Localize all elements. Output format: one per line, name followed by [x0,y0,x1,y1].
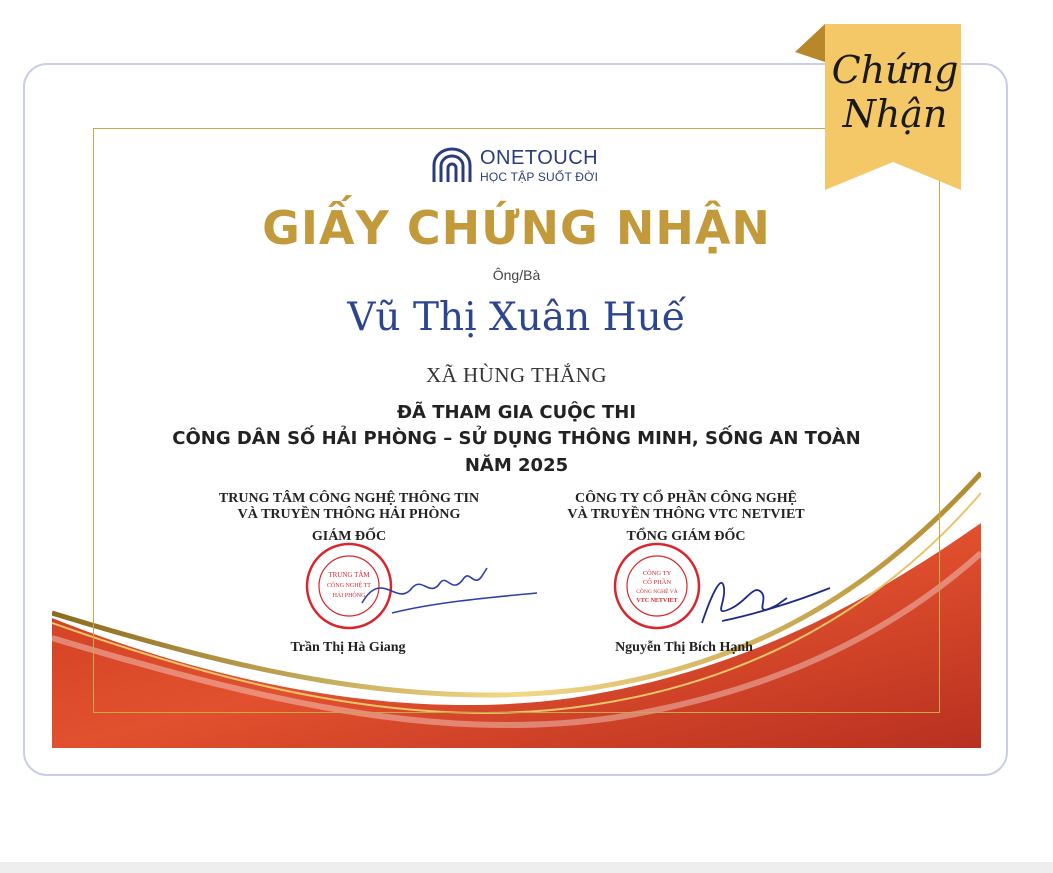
left-signature [352,548,542,628]
ribbon-line1: Chứng [831,48,959,92]
bottom-strip [0,862,1053,873]
right-signatory-block [521,491,851,545]
svg-text:CÔNG NGHỆ VÀ: CÔNG NGHỆ VÀ [636,589,678,595]
participation-statement: ĐÃ THAM GIA CUỘC THI [396,402,637,423]
ribbon-line2: Nhận [842,92,948,136]
contest-year: NĂM 2025 [464,455,569,476]
right-org-line1: CÔNG TY CỔ PHẦN CÔNG NGHỆ [574,491,798,506]
certificate-title: GIẤY CHỨNG NHẬN [262,201,771,255]
left-org-line2: VÀ TRUYỀN THÔNG HẢI PHÒNG [237,507,461,522]
left-org-line1: TRUNG TÂM CÔNG NGHỆ THÔNG TIN [218,491,480,506]
svg-text:VTC NETVIET: VTC NETVIET [636,598,678,604]
svg-text:TRUNG TÂM: TRUNG TÂM [328,571,370,579]
svg-text:CÔNG TY: CÔNG TY [642,570,672,577]
salutation: Ông/Bà [492,267,541,283]
onetouch-logo [430,145,598,185]
logo-name: ONETOUCH [480,146,599,169]
right-signature [682,563,832,633]
svg-text:CÔNG NGHỆ TT: CÔNG NGHỆ TT [327,583,371,589]
logo-tagline: HỌC TẬP SUỐT ĐỜI [480,169,599,184]
recipient-name: Vũ Thị Xuân Huế [347,295,686,340]
recipient-locality: XÃ HÙNG THẮNG [425,363,608,387]
right-role: TỔNG GIÁM ĐỐC [626,529,746,544]
ribbon-label [820,48,970,136]
left-role: GIÁM ĐỐC [311,529,387,544]
right-signer-name: Nguyễn Thị Bích Hạnh [615,640,753,655]
right-org-line2: VÀ TRUYỀN THÔNG VTC NETVIET [567,507,805,522]
left-signer-name: Trần Thị Hà Giang [290,640,406,655]
left-signatory-block [184,491,514,545]
contest-name: CÔNG DÂN SỐ HẢI PHÒNG – SỬ DỤNG THÔNG MINH, SỐNG AN TOÀN [172,428,861,449]
svg-text:HẢI PHÒNG: HẢI PHÒNG [332,593,366,599]
onetouch-arch-icon [430,147,474,183]
svg-text:CỔ PHẦN: CỔ PHẦN [642,579,672,586]
